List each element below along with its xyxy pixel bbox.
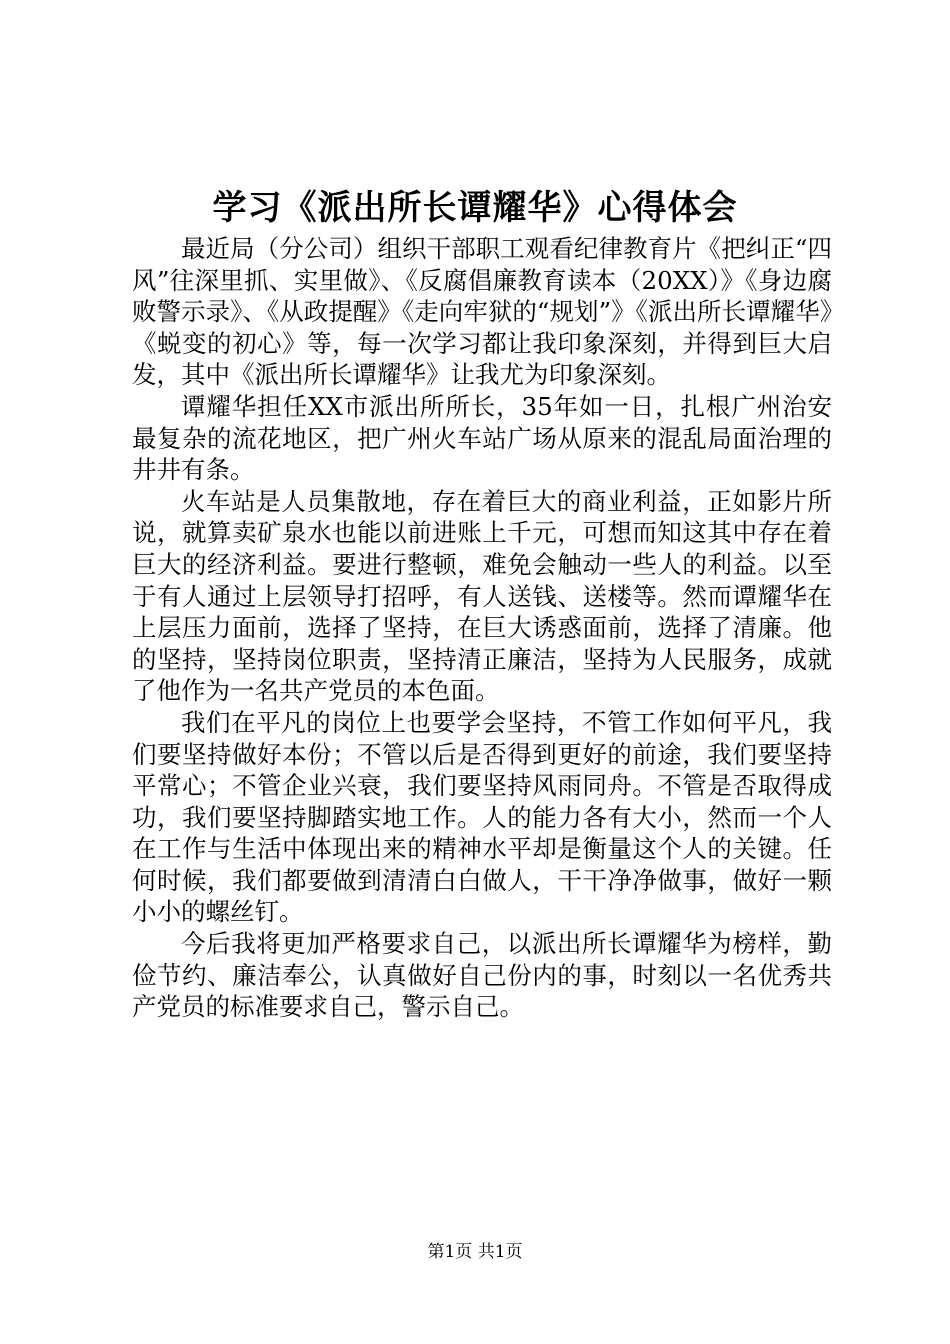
document-title: 学习《派出所长谭耀华》心得体会 [212,188,738,228]
paragraph-5: 今后我将更加严格要求自己，以派出所长谭耀华为榜样，勤俭节约、廉洁奉公，认真做好自己份内的事，时刻以一名优秀共产党员的标准要求自己，警示自己。 [132,929,832,1022]
paragraph-1: 最近局（分公司）组织干部职工观看纪律教育片《把纠正“四风”往深里抓、实里做》、《反腐倡廉教育读本（20XX）》《身边腐败警示录》、《从政提醒》《走向牢狱的“规划”》《派出所长谭耀华》《蜕变的初心》等，每一次学习都让我印象深刻，并得到巨大启发，其中《派出所长谭耀华》让我尤为印象深刻。 [132,234,832,390]
paragraph-3: 火车站是人员集散地，存在着巨大的商业利益，正如影片所说，就算卖矿泉水也能以前进账上千元，可想而知这其中存在着巨大的经济利益。要进行整顿，难免会触动一些人的利益。以至于有人通过上层领导打招呼，有人送钱、送楼等。然而谭耀华在上层压力面前，选择了坚持，在巨大诱惑面前，选择了清廉。他的坚持，坚持岗位职责，坚持清正廉洁，坚持为人民服务，成就了他作为一名共产党员的本色面。 [132,486,832,706]
paragraph-4: 我们在平凡的岗位上也要学会坚持，不管工作如何平凡，我们要坚持做好本份；不管以后是否得到更好的前途，我们要坚持平常心；不管企业兴衰，我们要坚持风雨同舟。不管是否取得成功，我们要坚持脚踏实地工作。人的能力各有大小，然而一个人在工作与生活中体现出来的精神水平却是衡量这个人的关键。任何时候，我们都要做到清清白白做人，干干净净做事，做好一颗小小的螺丝钉。 [132,707,832,927]
document-body [132,233,832,1023]
page-footer: 第1页 共1页 [427,1242,523,1262]
paragraph-2: 谭耀华担任XX市派出所所长，35年如一日，扎根广州治安最复杂的流花地区，把广州火车站广场从原来的混乱局面治理的井井有条。 [132,391,832,485]
